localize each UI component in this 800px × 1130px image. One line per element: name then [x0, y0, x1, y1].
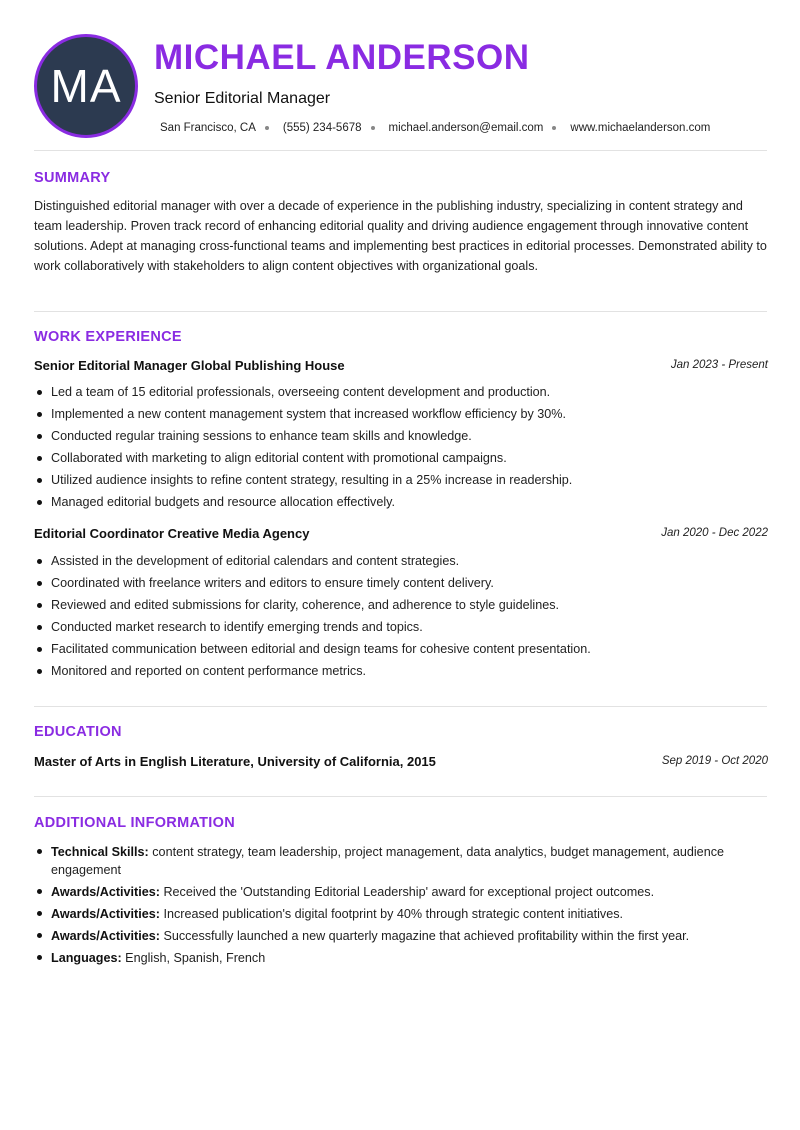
separator-dot: [552, 126, 556, 130]
list-item: Conducted market research to identify emerging trends and topics.: [34, 619, 768, 641]
contact-location: San Francisco, CA: [160, 122, 256, 134]
job-header: [34, 526, 768, 544]
separator-dot: [265, 126, 269, 130]
list-item: Managed editorial budgets and resource allocation effectively.: [34, 494, 768, 516]
experience-heading: WORK EXPERIENCE: [34, 329, 182, 345]
job-bullets: [34, 384, 768, 516]
education-entry: [34, 754, 768, 772]
list-item: Facilitated communication between editorial and design teams for cohesive content presentation.: [34, 641, 768, 663]
job-title: Editorial Coordinator Creative Media Agency: [34, 526, 310, 541]
summary-text: Distinguished editorial manager with over a decade of experience in the publishing industry, specializing in content strategy and team leadership. Proven track record of enhancing editorial quality and driving audience engagement through innovative content solutions. Adept at managing cross-functional teams and implementing best practices in editorial processes. Demonstrated ability to work collaboratively with stakeholders to align content objectives with organizational goals.: [34, 199, 767, 273]
list-item: Collaborated with marketing to align editorial content with promotional campaigns.: [34, 450, 768, 472]
degree-title: Master of Arts in English Literature, University of California, 2015: [34, 754, 436, 769]
info-text: Successfully launched a new quarterly magazine that achieved profitability within the first year.: [159, 929, 690, 943]
info-label: Awards/Activities:: [51, 907, 160, 921]
contact-email[interactable]: michael.anderson@email.com: [388, 122, 544, 134]
candidate-role: Senior Editorial Manager: [154, 90, 331, 107]
contact-phone: (555) 234-5678: [282, 122, 362, 134]
info-text: content strategy, team leadership, project management, data analytics, budget management, audience engagement: [51, 845, 724, 877]
list-item: Reviewed and edited submissions for clarity, coherence, and adherence to style guidelines.: [34, 597, 768, 619]
list-item: [34, 927, 768, 945]
contact-line: [160, 122, 710, 134]
info-label: Awards/Activities:: [51, 929, 160, 943]
additional-list: [34, 843, 768, 971]
job-title: Senior Editorial Manager Global Publishing House: [34, 358, 345, 373]
section-divider: [34, 796, 767, 797]
info-text: Increased publication's digital footprint by 40% through strategic content initiatives.: [159, 907, 623, 921]
list-item: [34, 949, 768, 967]
list-item: Conducted regular training sessions to enhance team skills and knowledge.: [34, 428, 768, 450]
info-label: Awards/Activities:: [51, 885, 160, 899]
list-item: Monitored and reported on content performance metrics.: [34, 663, 768, 685]
education-heading: EDUCATION: [34, 724, 122, 740]
info-text: Received the 'Outstanding Editorial Leadership' award for exceptional project outcomes.: [159, 885, 655, 899]
education-date: Sep 2019 - Oct 2020: [661, 755, 768, 767]
job-header: [34, 358, 768, 376]
info-text: English, Spanish, French: [121, 951, 266, 965]
resume-header: [34, 34, 774, 138]
section-divider: [34, 706, 767, 707]
separator-dot: [371, 126, 375, 130]
avatar-initials: MA: [34, 34, 138, 138]
list-item: [34, 883, 768, 901]
additional-heading: ADDITIONAL INFORMATION: [34, 815, 235, 831]
list-item: [34, 843, 768, 879]
list-item: Assisted in the development of editorial calendars and content strategies.: [34, 553, 768, 575]
list-item: Implemented a new content management system that increased workflow efficiency by 30%.: [34, 406, 768, 428]
section-divider: [34, 150, 767, 151]
summary-heading: SUMMARY: [34, 170, 111, 186]
candidate-name: MICHAEL ANDERSON: [154, 38, 530, 77]
job-date: Jan 2023 - Present: [670, 359, 768, 371]
job-bullets: [34, 553, 768, 685]
list-item: [34, 905, 768, 923]
list-item: Coordinated with freelance writers and editors to ensure timely content delivery.: [34, 575, 768, 597]
contact-website[interactable]: www.michaelanderson.com: [570, 122, 711, 134]
list-item: Led a team of 15 editorial professionals, overseeing content development and production.: [34, 384, 768, 406]
job-date: Jan 2020 - Dec 2022: [661, 527, 768, 539]
info-label: Languages:: [51, 951, 122, 965]
info-label: Technical Skills:: [51, 845, 149, 859]
section-divider: [34, 311, 767, 312]
list-item: Utilized audience insights to refine content strategy, resulting in a 25% increase in readership.: [34, 472, 768, 494]
